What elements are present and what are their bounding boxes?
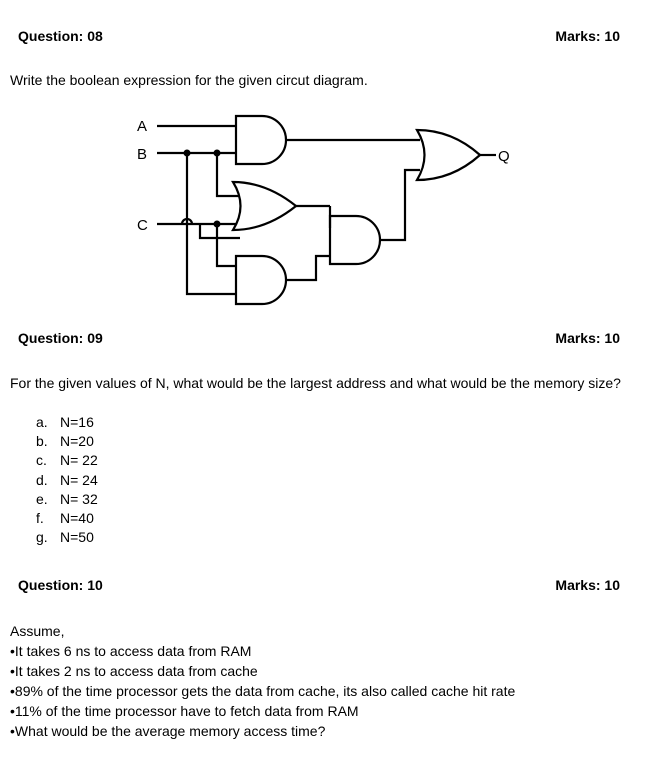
question-10-line: •It takes 2 ns to access data from cache <box>10 663 258 679</box>
question-08-prompt: Write the boolean expression for the given circut diagram. <box>10 72 368 88</box>
and-gate-1 <box>236 116 286 164</box>
list-item: a. N=16 <box>36 414 94 430</box>
question-10-line: •It takes 6 ns to access data from RAM <box>10 643 252 659</box>
list-item: b. N=20 <box>36 433 94 450</box>
or-gate-2 <box>233 182 296 230</box>
list-item: f. N=40 <box>36 510 94 527</box>
list-item: d. N= 24 <box>36 471 98 488</box>
output-q-label: Q <box>498 148 510 165</box>
question-09-header <box>18 330 620 346</box>
n-values-list <box>36 413 98 547</box>
question-10-title: Question: 10 <box>18 577 103 593</box>
and-gate-4 <box>330 216 380 264</box>
question-08-title: Question: 08 <box>18 28 103 44</box>
input-b-label: B <box>137 146 148 163</box>
question-09-title: Question: 09 <box>18 330 103 346</box>
question-09-prompt: For the given values of N, what would be the largest address and what would be the memory size? <box>10 375 621 391</box>
or-gate-5 <box>417 130 480 180</box>
junction-dot <box>214 221 221 228</box>
list-item: g. N=50 <box>36 529 94 546</box>
question-10-line: •What would be the average memory access time? <box>10 723 326 739</box>
question-10-body <box>10 621 515 741</box>
question-10-line: Assume, <box>10 623 65 639</box>
input-a-label: A <box>137 118 148 135</box>
wire-and4-out <box>380 170 420 240</box>
question-10-header <box>18 577 620 593</box>
wire-and3-out <box>286 256 330 280</box>
question-10-line: •89% of the time processor gets the data from cache, its also called cache hit rate <box>10 683 516 699</box>
input-c-label: C <box>137 217 148 234</box>
question-09-marks: Marks: 10 <box>555 330 620 346</box>
question-08-marks: Marks: 10 <box>555 28 620 44</box>
list-item: c. N= 22 <box>36 452 98 469</box>
junction-dot <box>214 150 221 157</box>
junction-dot <box>184 150 191 157</box>
question-10-line: •11% of the time processor have to fetch data from RAM <box>10 703 359 719</box>
and-gate-3 <box>236 256 286 304</box>
question-10-marks: Marks: 10 <box>555 577 620 593</box>
list-item: e. N= 32 <box>36 490 98 507</box>
